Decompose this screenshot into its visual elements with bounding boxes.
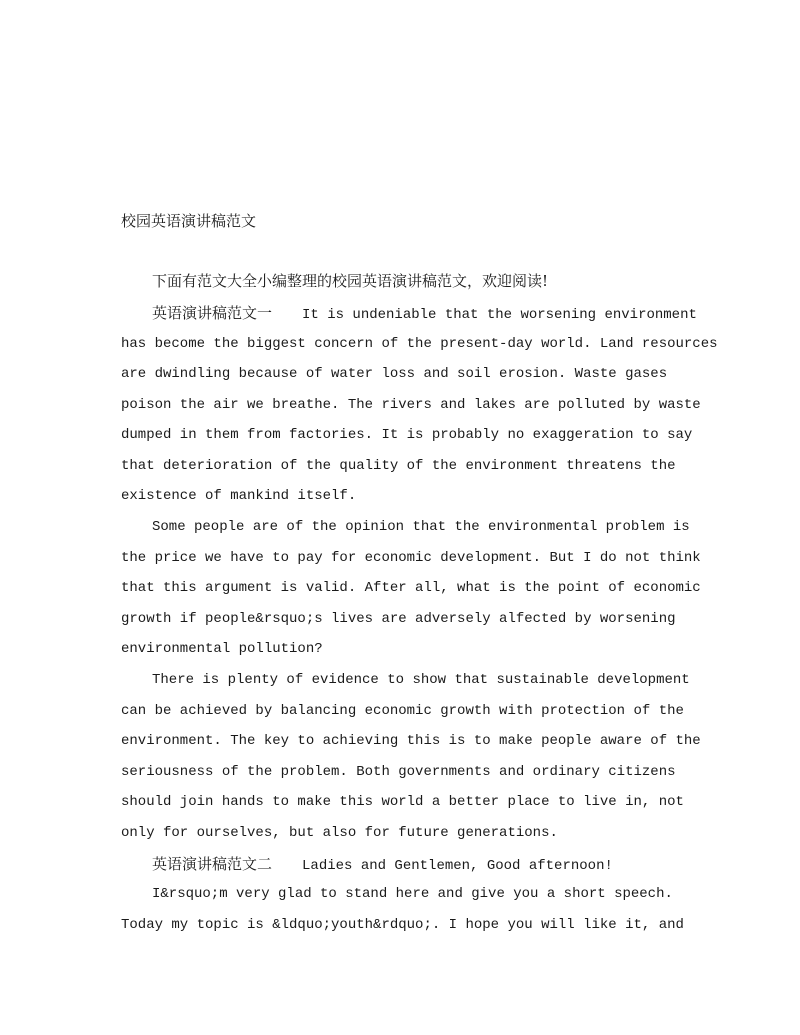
paragraph2-line: that this argument is valid. After all, what is the point of economic [121, 580, 701, 596]
paragraph2-line: Some people are of the opinion that the environmental problem is [152, 519, 690, 535]
paragraph3-line: There is plenty of evidence to show that sustainable development [152, 672, 690, 688]
paragraph2-line: growth if people&rsquo;s lives are adversely alfected by worsening [121, 611, 676, 627]
intro-line: 下面有范文大全小编整理的校园英语演讲稿范文，欢迎阅读! [152, 272, 549, 290]
paragraph3-line: only for ourselves, but also for future generations. [121, 825, 558, 841]
paragraph2-line: environmental pollution? [121, 641, 323, 657]
paragraph3-line: can be achieved by balancing economic growth with protection of the [121, 703, 684, 719]
section1-label: 英语演讲稿范文一 [152, 304, 273, 322]
section1-text-line: that deterioration of the quality of the environment threatens the [121, 458, 676, 474]
paragraph3-line: should join hands to make this world a better place to live in, not [121, 794, 684, 810]
section2-first-line [152, 855, 613, 875]
paragraph3-line: environment. The key to achieving this is to make people aware of the [121, 733, 701, 749]
section1-text-line: poison the air we breathe. The rivers and lakes are polluted by waste [121, 397, 701, 413]
section1-text-line: has become the biggest concern of the present-day world. Land resources [121, 336, 718, 352]
section1-text-line: existence of mankind itself. [121, 488, 357, 504]
section1-first-line [152, 304, 697, 324]
section1-text-line: are dwindling because of water loss and soil erosion. Waste gases [121, 366, 668, 382]
section2-label: 英语演讲稿范文二 [152, 855, 273, 873]
paragraph3-line: seriousness of the problem. Both governments and ordinary citizens [121, 764, 676, 780]
section1-text-line: It is undeniable that the worsening environment [302, 307, 697, 323]
paragraph2-line: the price we have to pay for economic development. But I do not think [121, 550, 701, 566]
section1-text-line: dumped in them from factories. It is probably no exaggeration to say [121, 427, 693, 443]
paragraph4-line: Today my topic is &ldquo;youth&rdquo;. I hope you will like it, and [121, 917, 684, 933]
section2-text-line: Ladies and Gentlemen, Good afternoon! [302, 858, 613, 874]
paragraph4-line: I&rsquo;m very glad to stand here and give you a short speech. [152, 886, 673, 902]
document-title: 校园英语演讲稿范文 [121, 212, 257, 230]
